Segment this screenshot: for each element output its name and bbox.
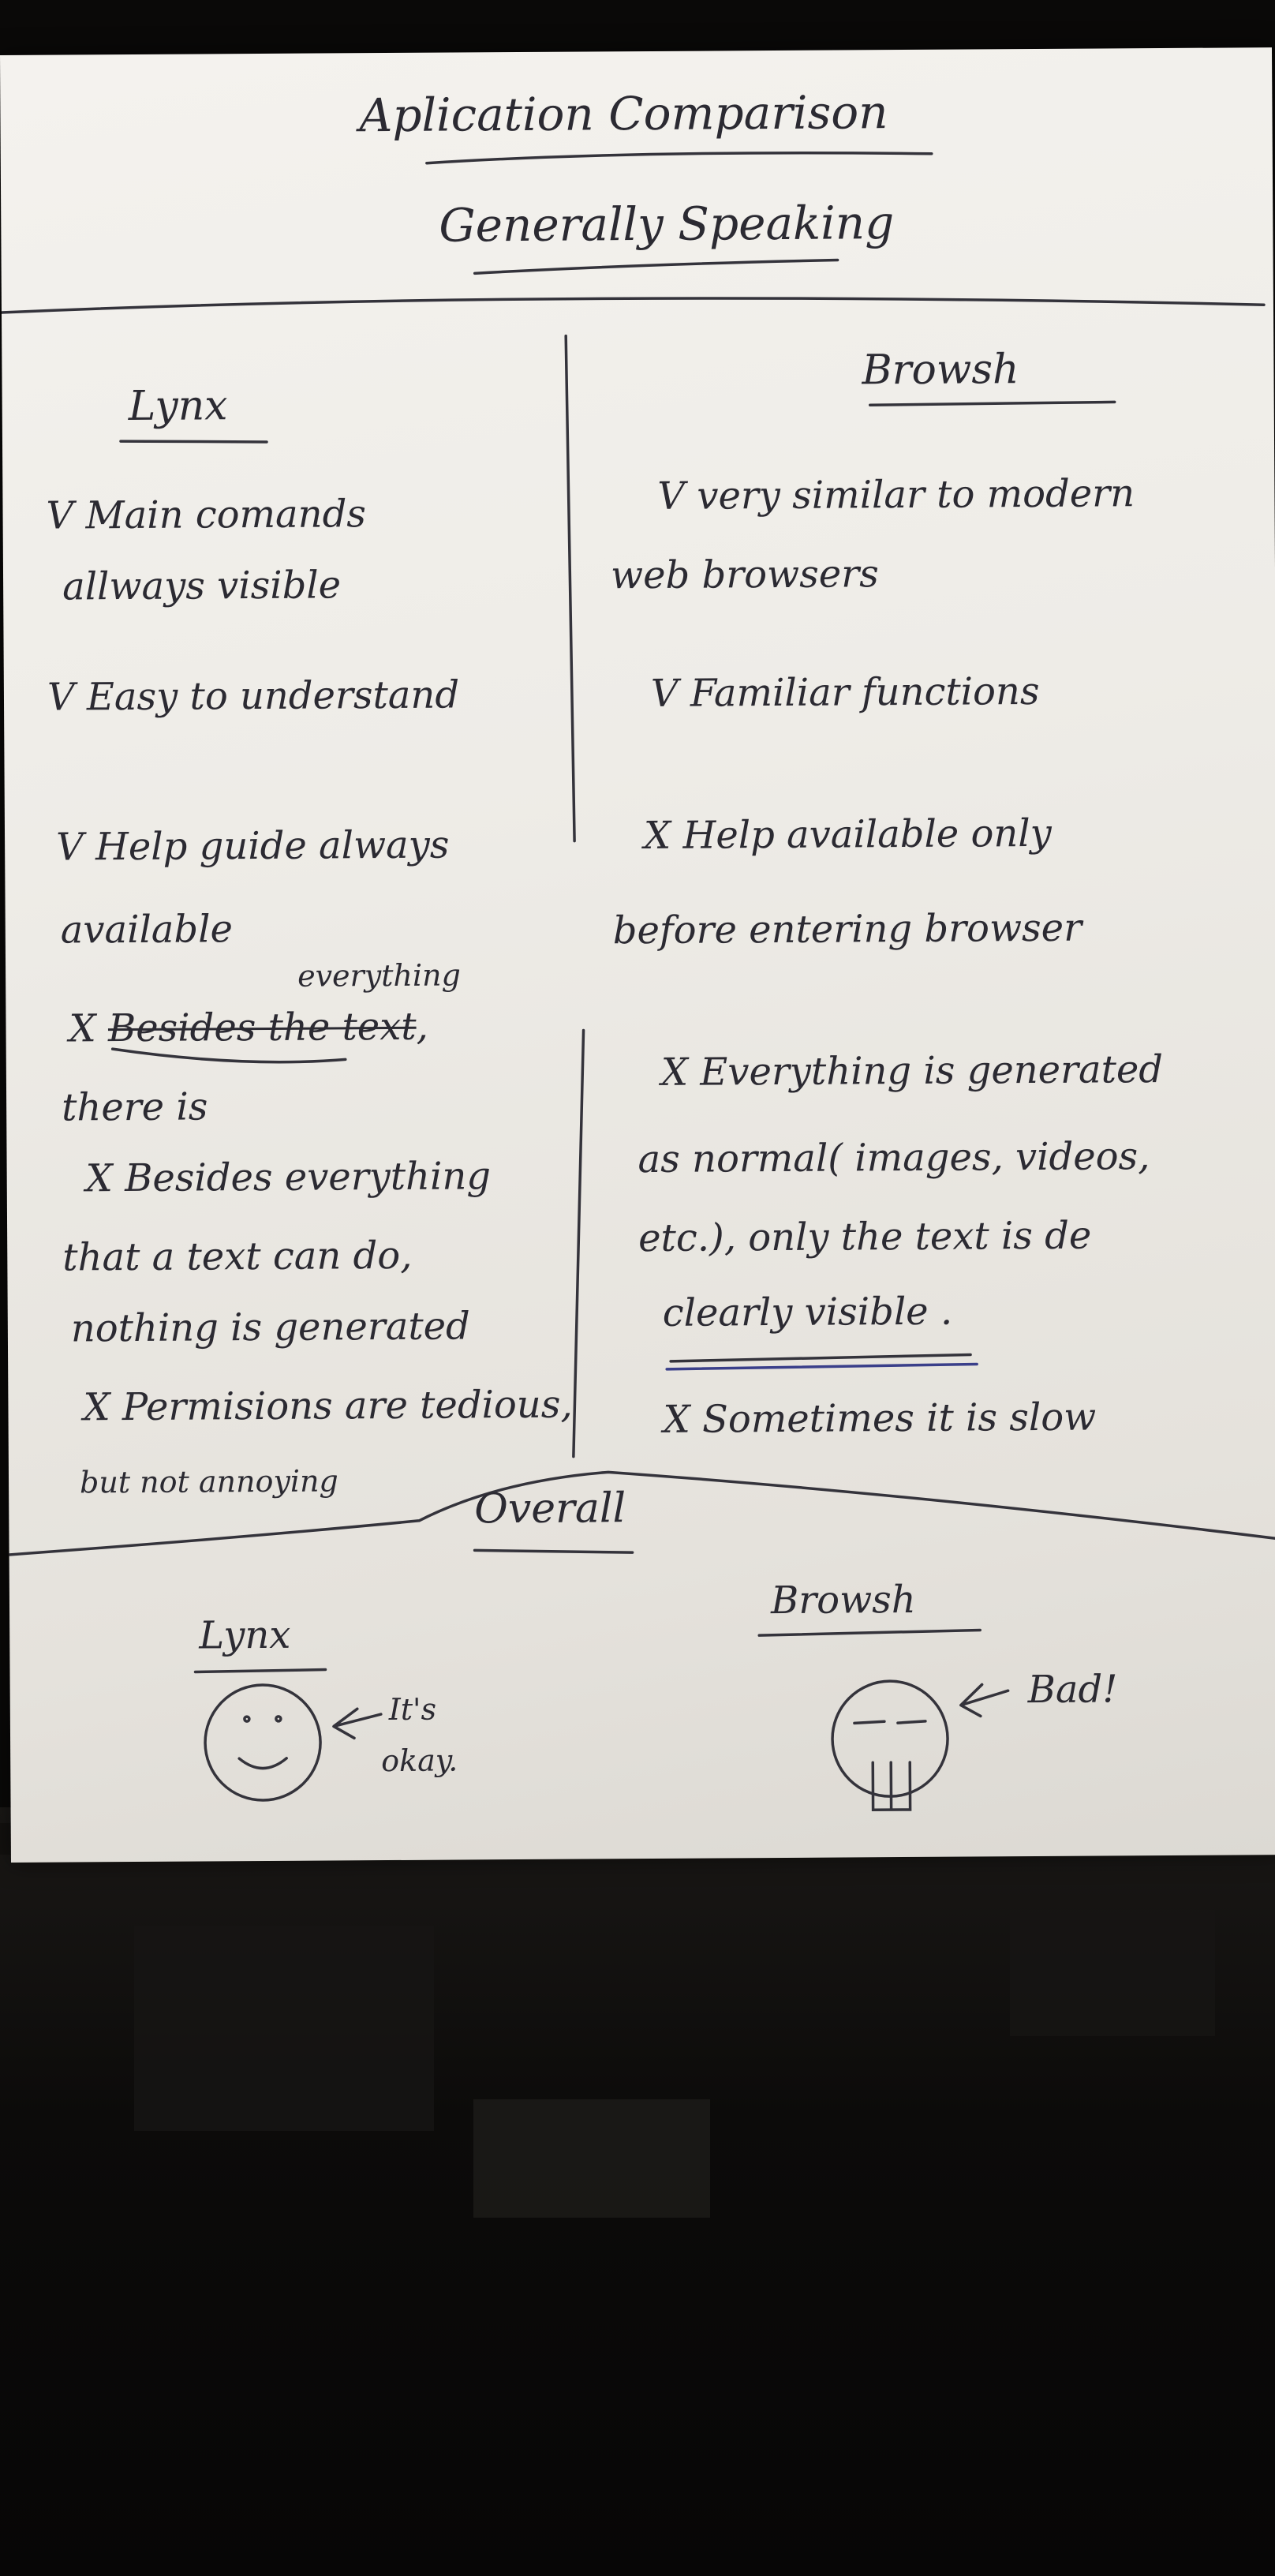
clearly-underline — [671, 1355, 970, 1361]
title-underline — [427, 152, 932, 163]
browsh-item-2: V Familiar functions — [650, 668, 1040, 716]
header-divider — [2, 294, 1264, 313]
lynx-item-4: X Besides the text, — [69, 1004, 429, 1051]
sad-face — [832, 1681, 948, 1797]
sad-eye-right — [898, 1721, 925, 1723]
browsh2-underline — [759, 1630, 980, 1635]
browsh-item-4: as normal( images, videos, — [638, 1134, 1150, 1182]
lynx-item-2: V Easy to understand — [47, 672, 460, 720]
smiley-eye-left — [245, 1717, 249, 1721]
background-block — [134, 1926, 434, 2131]
lynx-item-3: available — [60, 907, 234, 953]
lynx-item-5: that a text can do, — [62, 1233, 413, 1280]
handwritten-sheet — [0, 47, 1275, 1863]
browsh-item-4: clearly visible . — [662, 1289, 953, 1335]
page-subtitle: Generally Speaking — [439, 196, 895, 253]
lynx-heading: Lynx — [128, 382, 228, 431]
browsh-item-4: etc.), only the text is de — [638, 1213, 1092, 1261]
background-block — [1010, 1910, 1215, 2036]
lynx-item-1: allways visible — [62, 563, 342, 609]
lynx-item-3: V Help guide always — [55, 822, 450, 870]
browsh-item-3: before entering browser — [612, 905, 1082, 953]
subtitle-underline — [475, 260, 838, 274]
browsh-item-1: V very similar to modern — [657, 471, 1135, 519]
lynx-item-6: X Permisions are tedious, — [83, 1382, 573, 1430]
browsh-verdict: Bad! — [1027, 1667, 1118, 1713]
page-title: Aplication Comparison — [359, 85, 888, 143]
lynx-item-4-struck: Besides the text — [107, 1004, 417, 1051]
overall-underline — [475, 1549, 633, 1553]
smiley-mouth — [239, 1758, 286, 1769]
sad-eye-left — [854, 1721, 884, 1723]
lynx-item-5: nothing is generated — [70, 1304, 470, 1351]
lynx-item-6: but not annoying — [79, 1463, 338, 1500]
browsh-underline — [870, 402, 1115, 405]
clearly-underline-blue — [667, 1364, 977, 1368]
overall-browsh-label: Browsh — [770, 1577, 916, 1623]
lynx-item-4-correction: everything — [297, 957, 462, 994]
smiley-face — [205, 1685, 321, 1801]
browsh-heading: Browsh — [862, 346, 1019, 395]
browsh-item-3: X Help available only — [643, 811, 1052, 859]
overall-lynx-label: Lynx — [199, 1612, 291, 1658]
overall-heading: Overall — [474, 1485, 626, 1533]
background-block — [473, 2099, 710, 2218]
sad-tongue — [873, 1762, 910, 1810]
lynx-item-4-mark: X — [69, 1006, 96, 1051]
browsh-item-5: X Sometimes it is slow — [663, 1395, 1097, 1442]
lynx-item-5: X Besides everything — [85, 1154, 492, 1201]
browsh-item-1: web browsers — [610, 552, 879, 598]
pen-strokes — [0, 47, 1275, 1918]
lynx-verdict: okay. — [381, 1743, 458, 1779]
lynx2-underline — [196, 1670, 326, 1672]
arrow-to-smiley — [334, 1709, 381, 1738]
column-divider — [566, 336, 586, 1457]
lynx-verdict: It's — [388, 1691, 437, 1728]
browsh-item-4: X Everything is generated — [660, 1047, 1164, 1095]
smiley-eye-right — [276, 1717, 281, 1721]
lynx-underline — [121, 440, 267, 443]
lynx-item-4: there is — [61, 1084, 208, 1130]
lynx-item-1: V Main comands — [46, 492, 367, 538]
arrow-to-sad — [961, 1684, 1008, 1716]
